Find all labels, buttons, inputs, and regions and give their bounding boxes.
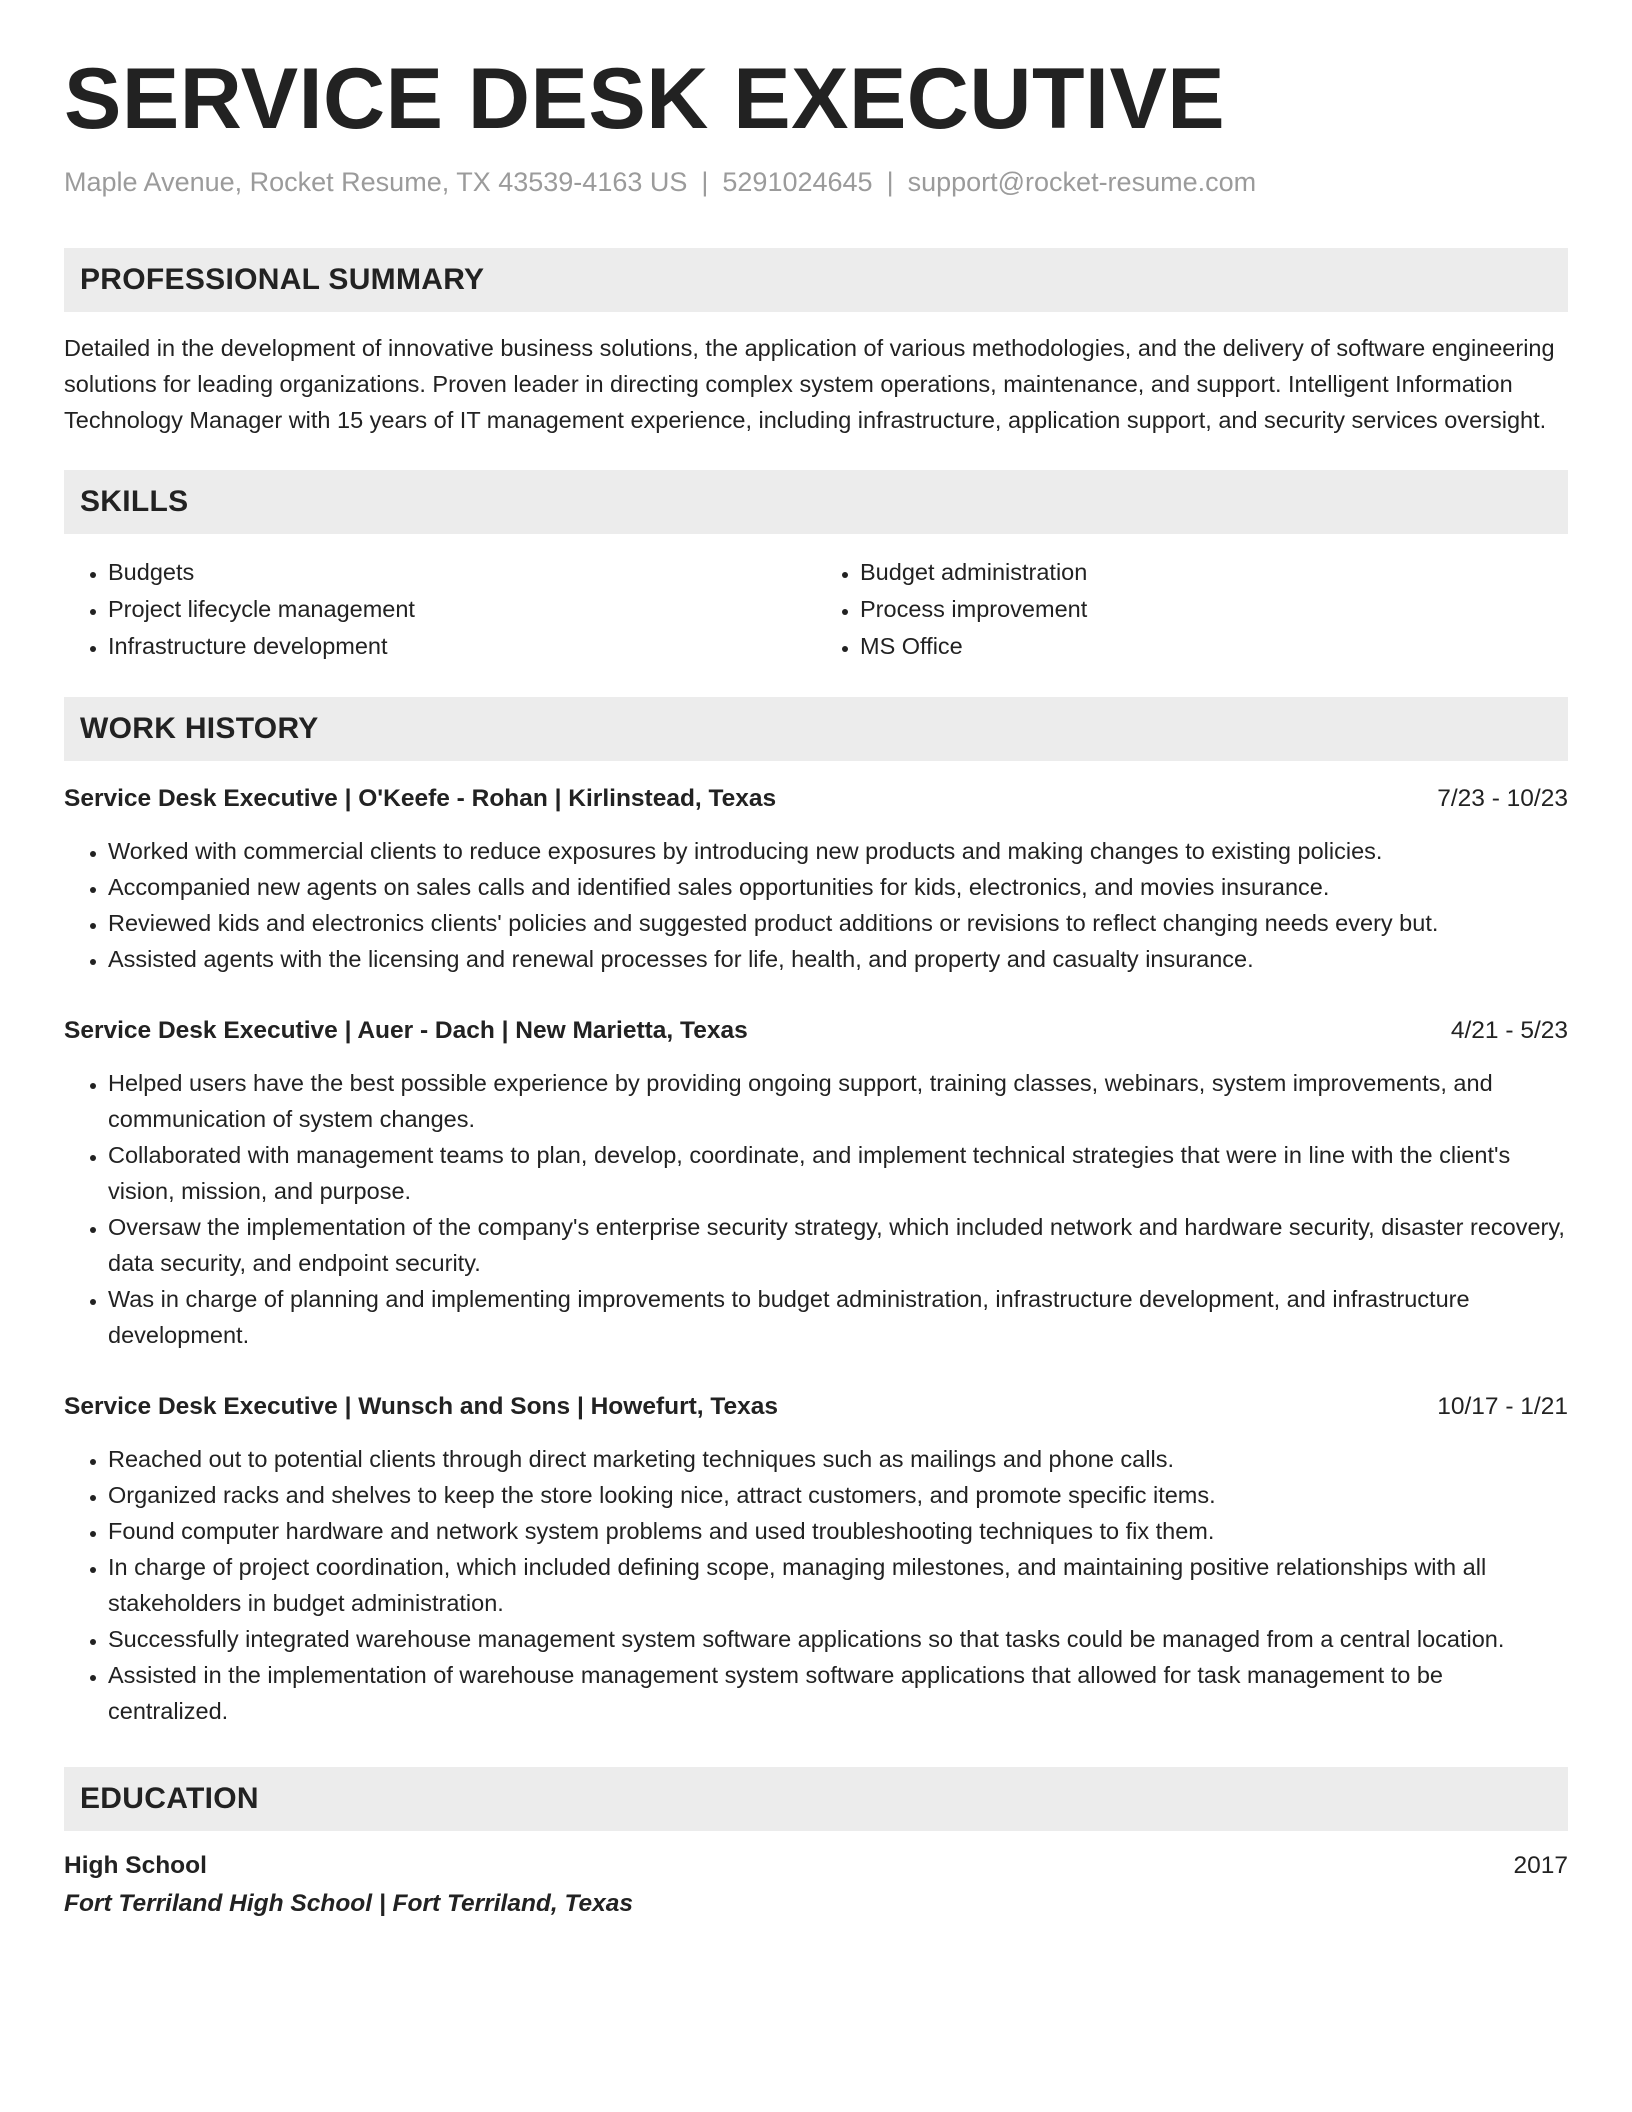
- skill-item: • Budgets: [108, 554, 816, 591]
- job-bullet: • Accompanied new agents on sales calls and identified sales opportunities for kids, electronics, and movies insurance.: [108, 869, 1568, 905]
- contact-separator: |: [701, 166, 709, 197]
- education-degree: High School: [64, 1851, 207, 1879]
- skill-item: • Process improvement: [860, 591, 1568, 628]
- job-bullet: • Found computer hardware and network system problems and used troubleshooting techniques to fix them.: [108, 1513, 1568, 1549]
- skill-item: • MS Office: [860, 628, 1568, 665]
- contact-phone: 5291024645: [722, 166, 873, 197]
- job-bullet: • In charge of project coordination, which included defining scope, managing milestones, and maintaining positive relationships with all stakeholders in budget administration.: [108, 1549, 1568, 1621]
- job-heading-line: [64, 1013, 1568, 1049]
- section-title: WORK HISTORY: [80, 711, 319, 745]
- summary-text: Detailed in the development of innovative business solutions, the application of various methodologies, and the delivery of software engineering solutions for leading organizations. Proven leader in directing complex system operations, maintenance, and support. Intelligent Information Technology Manager with 15 years of IT management experience, including infrastructure, application support, and security services oversight.: [64, 334, 1555, 433]
- job-bullet: • Reviewed kids and electronics clients' policies and suggested product additions or revisions to reflect changing needs every but.: [108, 905, 1568, 941]
- job-dates: 7/23 - 10/23: [1437, 784, 1568, 812]
- job-heading: Service Desk Executive | O'Keefe - Rohan | Kirlinstead, Texas: [64, 784, 777, 812]
- job-bullets: [64, 833, 1568, 977]
- job-dates: 10/17 - 1/21: [1437, 1392, 1568, 1420]
- contact-line: [64, 165, 1568, 200]
- job-dates: 4/21 - 5/23: [1450, 1016, 1568, 1044]
- section-title: EDUCATION: [80, 1781, 259, 1815]
- job-bullets: [64, 1441, 1568, 1729]
- section-header-education: [64, 1767, 1568, 1831]
- skill-item: • Project lifecycle management: [108, 591, 816, 628]
- education-entry: [64, 1847, 1568, 1923]
- education-year: 2017: [1513, 1851, 1568, 1879]
- contact-separator: |: [886, 166, 894, 197]
- job-bullet: • Oversaw the implementation of the company's enterprise security strategy, which included network and hardware security, disaster recovery, data security, and endpoint security.: [108, 1209, 1568, 1281]
- skills-column-right: [816, 554, 1568, 665]
- contact-address: Maple Avenue, Rocket Resume, TX 43539-4163 US: [64, 166, 688, 197]
- job-bullet: • Reached out to potential clients through direct marketing techniques such as mailings and phone calls.: [108, 1441, 1568, 1477]
- job-bullet: • Helped users have the best possible experience by providing ongoing support, training classes, webinars, system improvements, and communication of system changes.: [108, 1065, 1568, 1137]
- job-heading-line: [64, 1389, 1568, 1425]
- job-bullet: • Successfully integrated warehouse management system software applications so that tasks could be managed from a central location.: [108, 1621, 1568, 1657]
- section-title: SKILLS: [80, 484, 189, 518]
- job-heading-line: [64, 781, 1568, 817]
- section-header-skills: [64, 470, 1568, 534]
- education-heading-line: [64, 1847, 1568, 1885]
- section-header-summary: [64, 248, 1568, 312]
- job-bullet: • Assisted agents with the licensing and renewal processes for life, health, and property and casualty insurance.: [108, 941, 1568, 977]
- job-bullet: • Organized racks and shelves to keep the store looking nice, attract customers, and promote specific items.: [108, 1477, 1568, 1513]
- job-bullets: [64, 1065, 1568, 1353]
- job-bullet: • Was in charge of planning and implementing improvements to budget administration, infrastructure development, and infrastructure development.: [108, 1281, 1568, 1353]
- job-bullet: • Collaborated with management teams to plan, develop, coordinate, and implement technical strategies that were in line with the client's vision, mission, and purpose.: [108, 1137, 1568, 1209]
- skills-column-left: [64, 554, 816, 665]
- skill-item: • Budget administration: [860, 554, 1568, 591]
- section-title: PROFESSIONAL SUMMARY: [80, 262, 485, 296]
- job-heading: Service Desk Executive | Wunsch and Sons | Howefurt, Texas: [64, 1392, 779, 1420]
- skill-item: • Infrastructure development: [108, 628, 816, 665]
- skills-grid: [64, 554, 1568, 665]
- job-entry: [64, 1013, 1568, 1353]
- job-heading: Service Desk Executive | Auer - Dach | New Marietta, Texas: [64, 1016, 748, 1044]
- contact-email: support@rocket-resume.com: [907, 166, 1257, 197]
- job-bullet: • Worked with commercial clients to reduce exposures by introducing new products and making changes to existing policies.: [108, 833, 1568, 869]
- job-entry: [64, 781, 1568, 977]
- education-school: Fort Terriland High School | Fort Terriland, Texas: [64, 1889, 634, 1917]
- job-entry: [64, 1389, 1568, 1729]
- section-header-work-history: [64, 697, 1568, 761]
- candidate-name: SERVICE DESK EXECUTIVE: [64, 51, 1226, 147]
- job-bullet: • Assisted in the implementation of warehouse management system software applications that allowed for task management to be centralized.: [108, 1657, 1568, 1729]
